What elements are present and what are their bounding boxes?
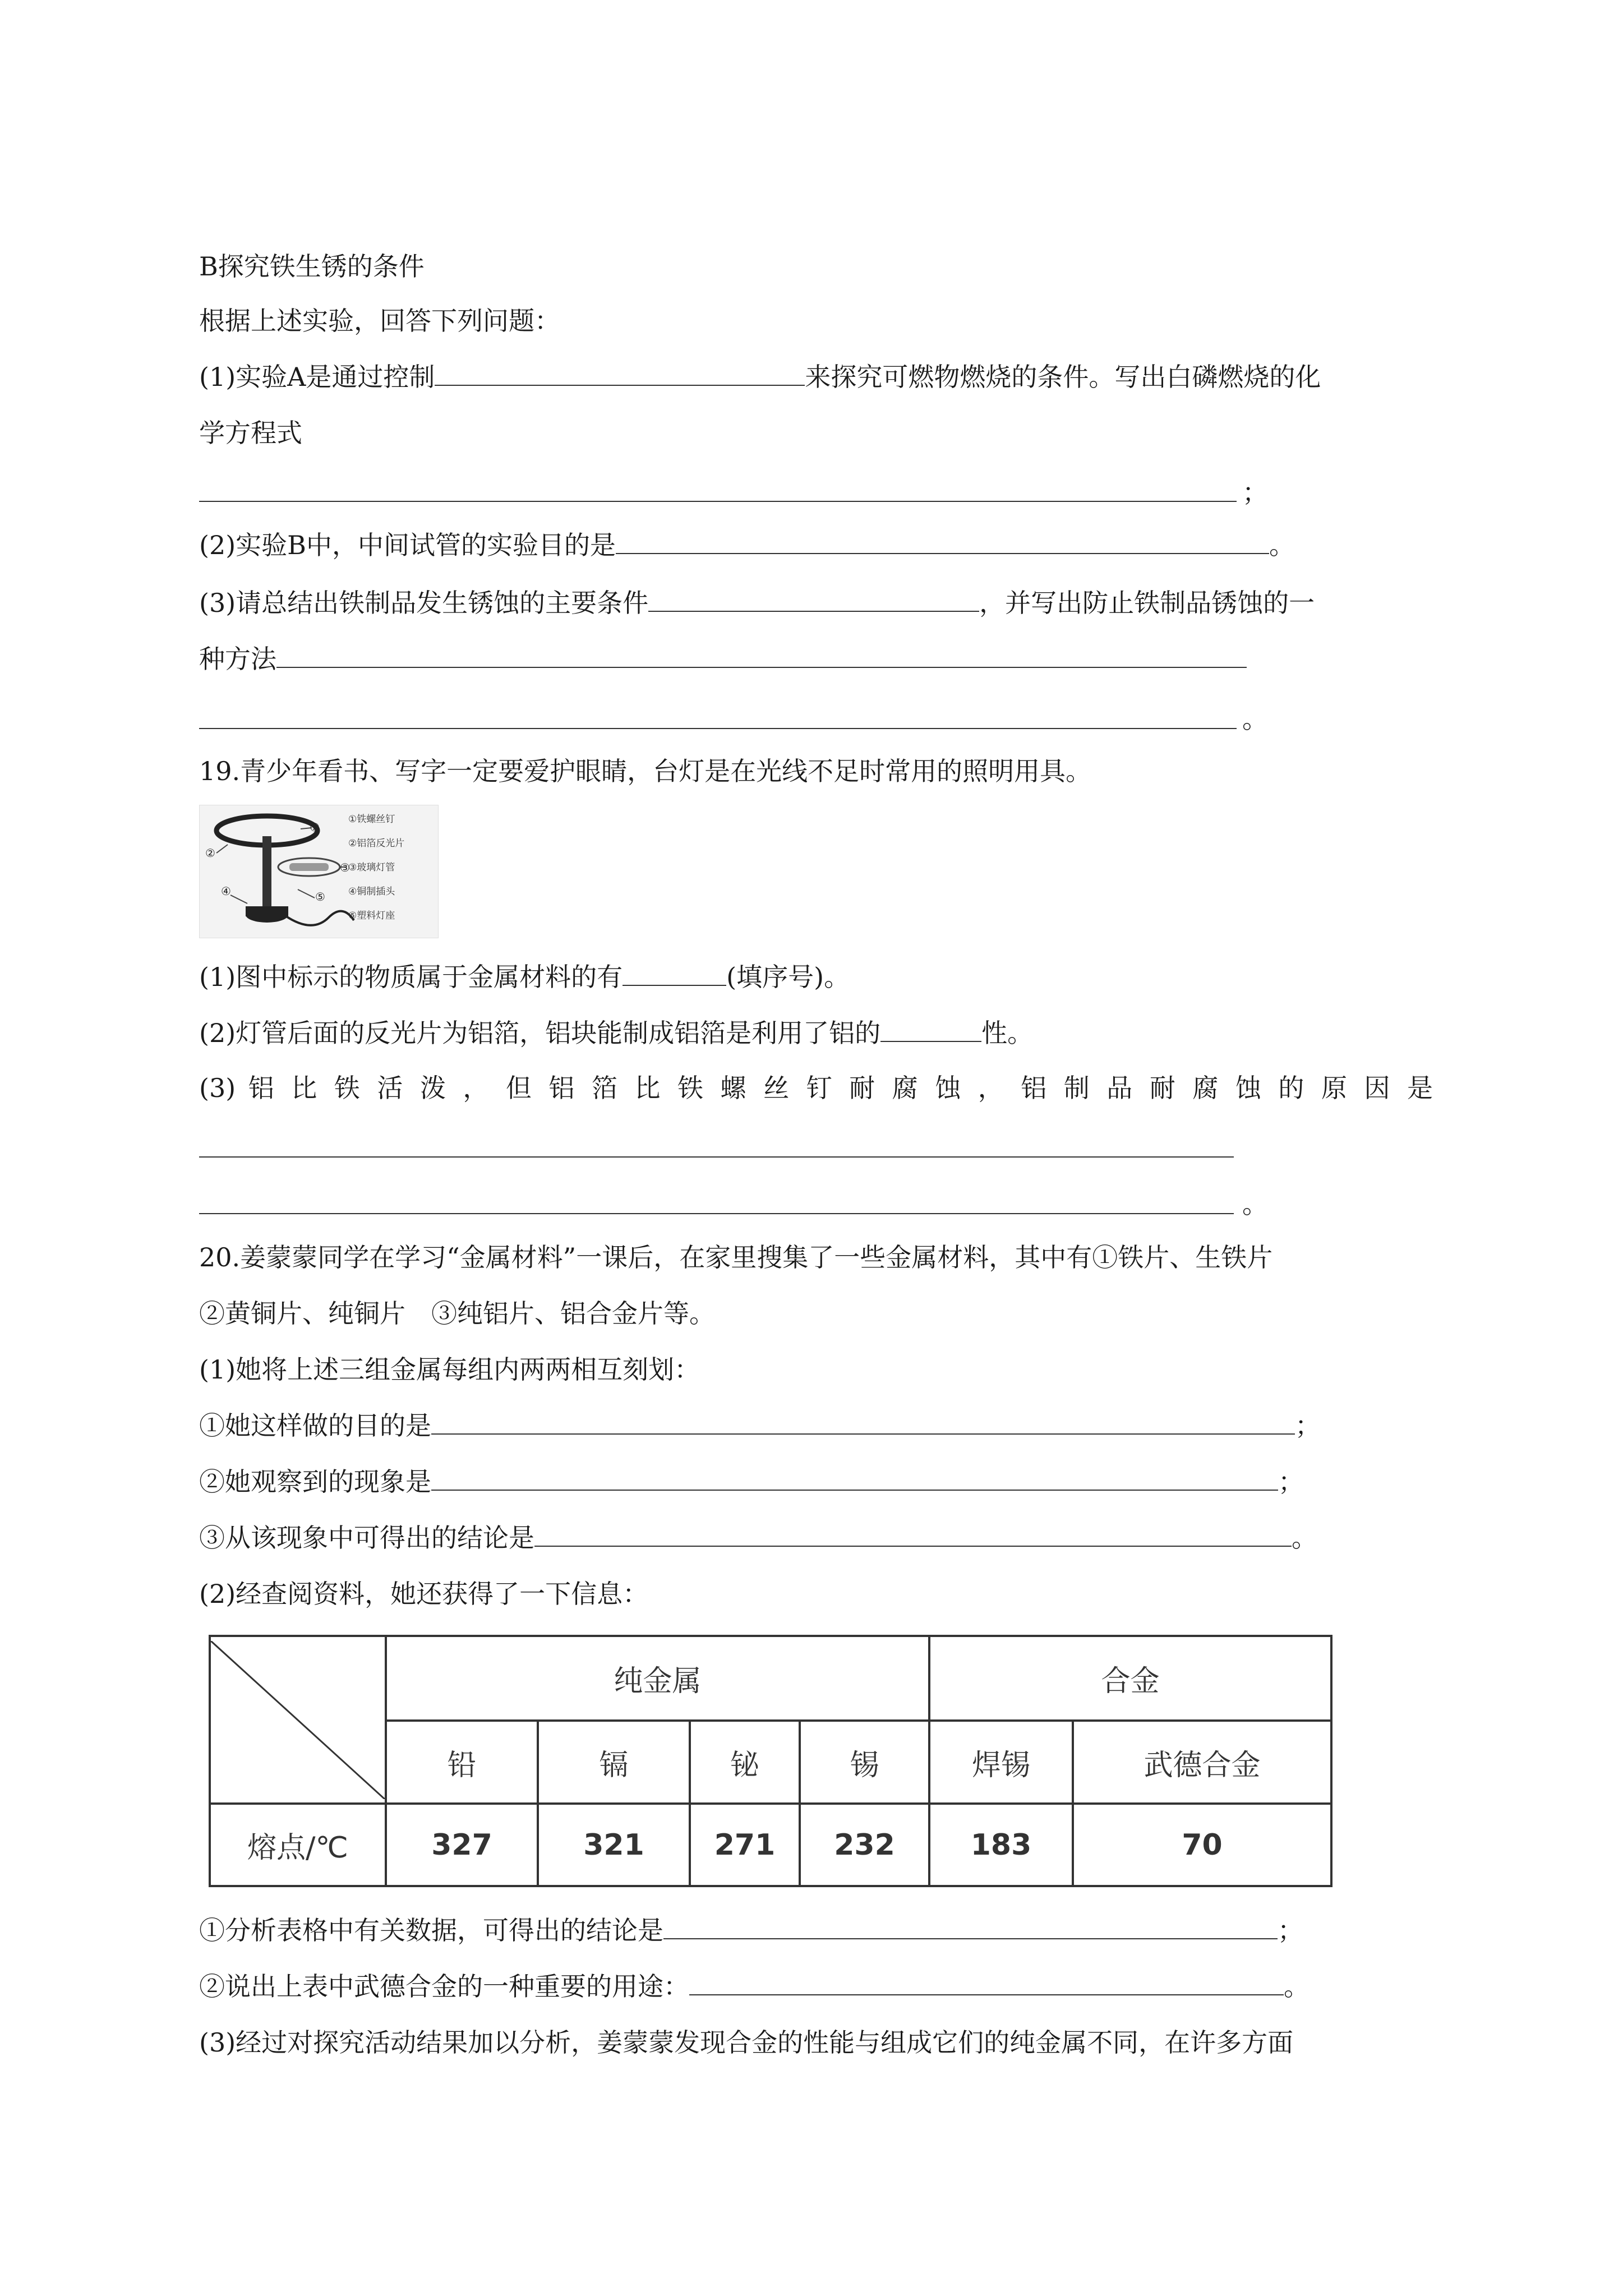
text-line: 学方程式	[199, 418, 302, 448]
text-segment: ③从该现象中可得出的结论是	[199, 1523, 534, 1553]
answer-blank[interactable]	[431, 1465, 1278, 1491]
question-20-1c	[199, 1521, 1317, 1555]
text-segment: 。	[1242, 704, 1268, 734]
text-segment: ②说出上表中武德合金的一种重要的用途：	[199, 1971, 689, 2002]
answer-blank[interactable]	[880, 1016, 981, 1042]
text-segment: ，并写出防止铁制品锈蚀的一	[979, 588, 1315, 618]
metal-name: 焊锡	[929, 1721, 1073, 1804]
text-segment: ①她这样做的目的是	[199, 1410, 431, 1441]
question-20-3: (3)经过对探究活动结果加以分析，姜蒙蒙发现合金的性能与组成它们的纯金属不同，在许多方面	[199, 2027, 1294, 2058]
answer-blank[interactable]	[623, 960, 726, 986]
text-segment: (1)实验A是通过控制	[199, 362, 435, 392]
question-19-3: (3) 铝 比 铁 活 泼 ， 但 铝 箔 比 铁 螺 丝 钉 耐 腐 蚀 ， 铝 制 品 耐 腐 蚀 的 原 因 是	[199, 1073, 1433, 1103]
metal-name: 铅	[386, 1721, 538, 1804]
text-segment: ②她观察到的现象是	[199, 1467, 431, 1497]
question-20-1: (1)她将上述三组金属每组内两两相互刻划：	[199, 1354, 700, 1385]
text-segment: (2)灯管后面的反光片为铝箔，铝块能制成铝箔是利用了铝的	[199, 1018, 881, 1048]
melting-point-value: 183	[929, 1804, 1073, 1886]
answer-blank[interactable]	[689, 1970, 1284, 1995]
row-label: 熔点/℃	[210, 1804, 386, 1886]
marker-4: ④	[221, 884, 231, 898]
text-segment: ；	[1295, 1410, 1321, 1441]
header-pure-metals: 纯金属	[386, 1636, 929, 1721]
question-1-line	[199, 360, 1321, 394]
text-segment: 来探究可燃物燃烧的条件。写出白磷燃烧的化	[805, 362, 1321, 392]
answer-blank[interactable]	[534, 1521, 1292, 1547]
marker-1: ①	[310, 820, 320, 834]
legend-label: ⑤塑料灯座	[348, 910, 395, 921]
melting-point-value: 327	[386, 1804, 538, 1886]
melting-point-value: 70	[1073, 1804, 1331, 1886]
legend-label: ①铁螺丝钉	[348, 814, 395, 825]
answer-blank[interactable]	[199, 1156, 1234, 1158]
question-3-line-cont	[199, 642, 1247, 676]
text-segment: 。	[1242, 1189, 1268, 1219]
marker-5: ⑤	[315, 890, 325, 903]
header-alloys: 合金	[929, 1636, 1331, 1721]
question-20-1a	[199, 1409, 1321, 1442]
melting-point-table	[209, 1635, 1332, 1887]
answer-blank[interactable]	[276, 642, 1247, 668]
question-19-2	[199, 1016, 1033, 1050]
text-segment: 。	[1269, 530, 1295, 560]
melting-point-value: 232	[800, 1804, 929, 1886]
text-segment: (3)请总结出铁制品发生锈蚀的主要条件	[199, 588, 649, 618]
text-line: B探究铁生锈的条件	[199, 251, 425, 282]
text-segment: 。	[1284, 1971, 1310, 2002]
metal-name: 锡	[800, 1721, 929, 1804]
answer-blank[interactable]	[431, 1409, 1295, 1435]
question-20-2: (2)经查阅资料，她还获得了一下信息：	[199, 1579, 649, 1609]
legend-label: ④铜制插头	[348, 886, 395, 897]
question-20-1b	[199, 1465, 1304, 1499]
question-20-2a	[199, 1914, 1303, 1947]
answer-blank[interactable]	[663, 1914, 1278, 1939]
text-segment: (填序号)。	[726, 962, 850, 992]
answer-blank[interactable]	[199, 1213, 1234, 1214]
text-segment: ①分析表格中有关数据，可得出的结论是	[199, 1915, 663, 1945]
desk-lamp-figure	[199, 805, 439, 938]
metal-name: 铋	[690, 1721, 800, 1804]
legend-label: ②铝箔反光片	[348, 838, 405, 849]
answer-blank[interactable]	[648, 586, 979, 612]
text-segment: ；	[1242, 477, 1268, 508]
text-segment: (1)图中标示的物质属于金属材料的有	[199, 962, 623, 992]
text-segment: 性。	[981, 1018, 1034, 1048]
diagonal-line	[211, 1641, 385, 1799]
text-segment: ；	[1278, 1915, 1303, 1945]
question-20-title-cont: ②黄铜片、纯铜片 ③纯铝片、铝合金片等。	[199, 1298, 715, 1329]
question-2-line	[199, 528, 1295, 562]
metal-name: 镉	[538, 1721, 690, 1804]
text-line: 根据上述实验，回答下列问题：	[199, 306, 560, 336]
question-3-line	[199, 586, 1315, 620]
legend-label: ③玻璃灯管	[348, 862, 395, 873]
answer-blank[interactable]	[199, 728, 1237, 729]
melting-point-value: 321	[538, 1804, 690, 1886]
answer-blank[interactable]	[616, 528, 1269, 554]
metal-name: 武德合金	[1073, 1721, 1331, 1804]
lamp-illustration	[200, 805, 438, 938]
question-20-title: 20.姜蒙蒙同学在学习“金属材料”一课后，在家里搜集了一些金属材料，其中有①铁片、生铁片	[199, 1242, 1273, 1273]
marker-3: ③	[340, 861, 350, 874]
answer-blank[interactable]	[435, 360, 805, 386]
question-19-title: 19.青少年看书、写字一定要爱护眼睛，台灯是在光线不足时常用的照明用具。	[199, 756, 1092, 786]
table-corner-cell	[210, 1636, 386, 1804]
answer-blank[interactable]	[199, 501, 1237, 502]
text-segment: 种方法	[199, 644, 276, 674]
text-segment: (2)实验B中，中间试管的实验目的是	[199, 530, 616, 560]
text-segment: ；	[1278, 1467, 1304, 1497]
marker-2: ②	[205, 846, 215, 860]
text-segment: 。	[1292, 1523, 1317, 1553]
question-19-1	[199, 960, 850, 994]
melting-point-value: 271	[690, 1804, 800, 1886]
question-20-2b	[199, 1970, 1310, 2003]
